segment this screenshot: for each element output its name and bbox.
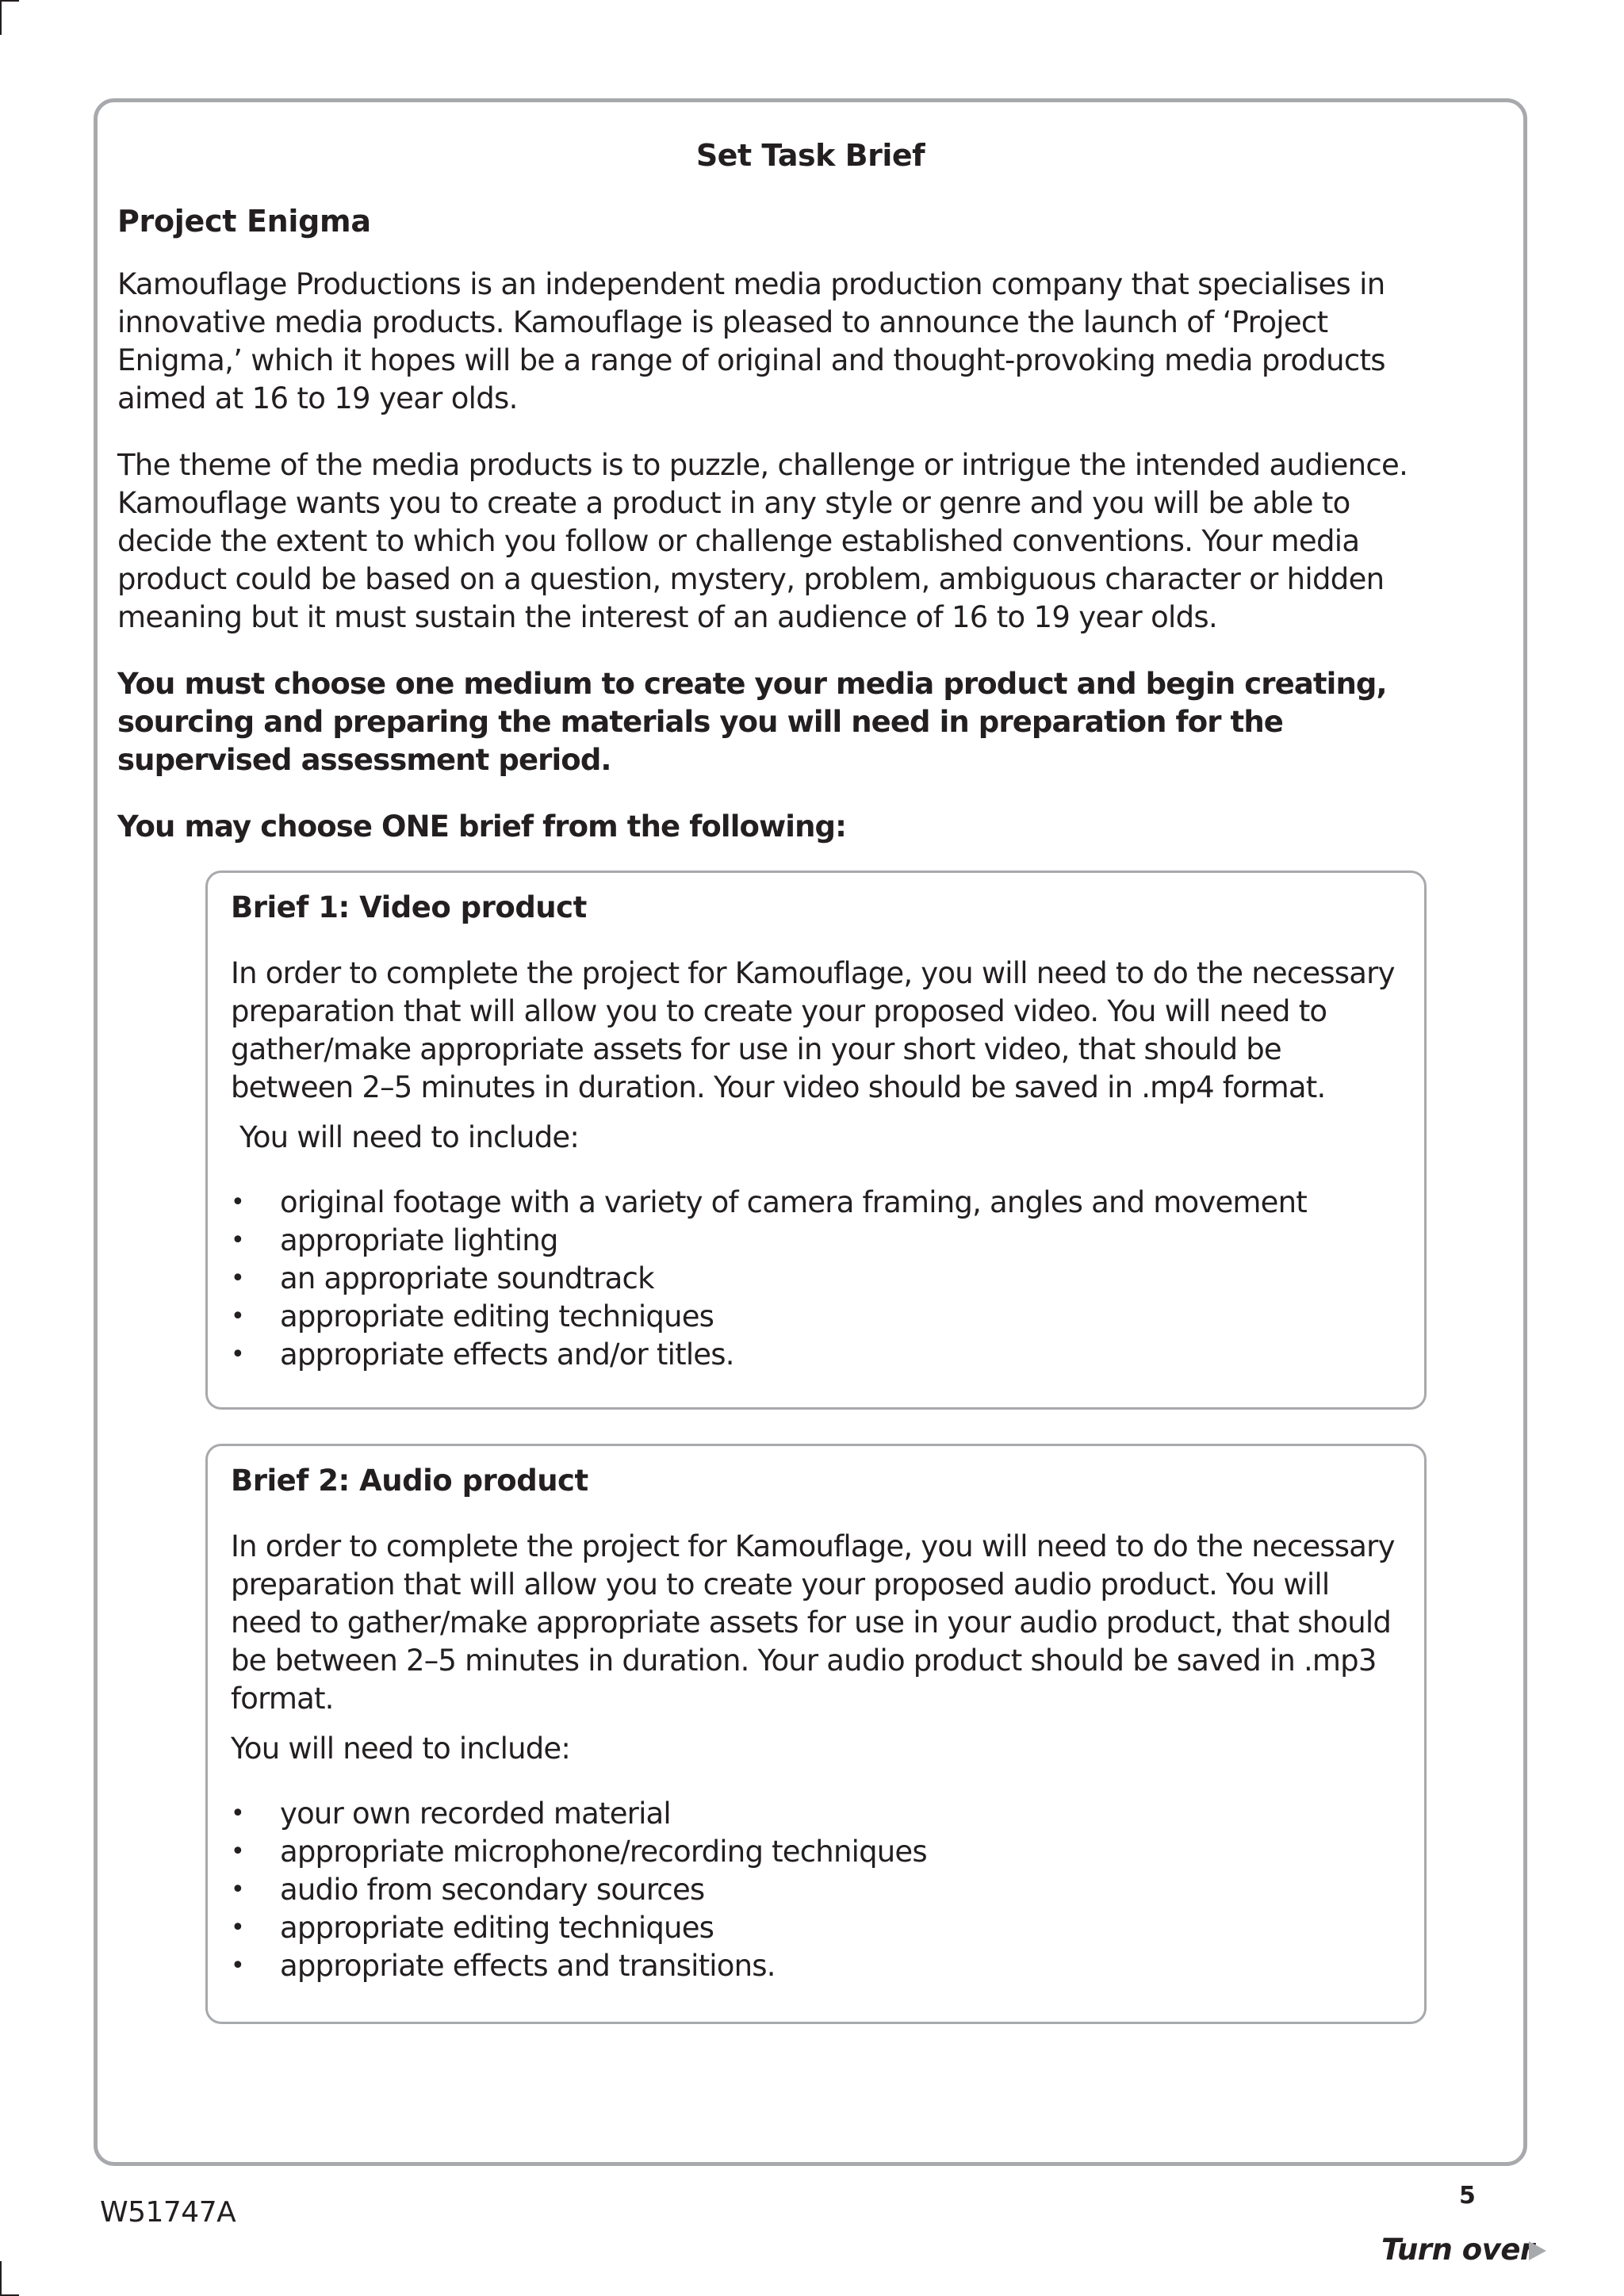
bullet-icon: • [231, 1914, 244, 1942]
bullet-icon: • [231, 1341, 244, 1368]
bullet-icon: • [231, 1952, 244, 1980]
bullet-icon: • [231, 1838, 244, 1866]
page-number: 5 [1459, 2182, 1476, 2210]
list-item: • appropriate effects and transitions. [231, 1947, 927, 1985]
paper-reference-code: W51747A [100, 2196, 236, 2229]
bullet-icon: • [231, 1876, 244, 1904]
list-item: • appropriate editing techniques [231, 1298, 1307, 1336]
brief-2-box [205, 1444, 1427, 2024]
brief-1-list [231, 1184, 1307, 1374]
list-item: • appropriate editing techniques [231, 1909, 927, 1947]
list-item: • appropriate microphone/recording techniques [231, 1833, 927, 1871]
list-item: • audio from secondary sources [231, 1871, 927, 1909]
brief-1-body: In order to complete the project for Kamouflage, you will need to do the necessary preparation that will allow you to create your proposed video. You will need to gather/make appropriate assets for use in your short video, that should be between 2–5 minutes in duration. Your video should be saved in .mp4 format. [231, 956, 1395, 1104]
turn-over-label: Turn over [1381, 2233, 1534, 2267]
crop-mark-top-left-h [0, 0, 19, 2]
brief-1-include-line: You will need to include: [231, 1120, 580, 1154]
intro-paragraph-1: Kamouflage Productions is an independent media production company that specialises in innovative media products. Kamouflage is pleased to announce the launch of ‘Project Enigma,’ which it hopes will be a range of original and thought-provoking media products aimed at 16 to 19 year olds. [117, 267, 1385, 415]
brief-2-title: Brief 2: Audio product [231, 1464, 588, 1498]
bullet-icon: • [231, 1265, 244, 1292]
bullet-icon: • [231, 1303, 244, 1330]
page-title: Set Task Brief [695, 138, 925, 173]
list-item: • original footage with a variety of camera framing, angles and movement [231, 1184, 1307, 1222]
list-item: • appropriate lighting [231, 1222, 1307, 1260]
bullet-icon: • [231, 1226, 244, 1254]
list-item: • appropriate effects and/or titles. [231, 1336, 1307, 1374]
brief-1-title: Brief 1: Video product [231, 890, 587, 924]
bullet-icon: • [231, 1800, 244, 1827]
bullet-icon: • [231, 1188, 244, 1216]
instruction-paragraph: You must choose one medium to create your media product and begin creating, sourcing and preparing the materials you will need in preparation for the supervised assessment period. [117, 667, 1387, 777]
list-item: • an appropriate soundtrack [231, 1260, 1307, 1298]
play-arrow-icon [1529, 2241, 1546, 2260]
choose-brief-line: You may choose ONE brief from the following: [117, 809, 846, 844]
crop-mark-bottom-left-v [0, 2261, 2, 2296]
task-brief-frame [94, 98, 1527, 2166]
intro-paragraph-2: The theme of the media products is to puzzle, challenge or intrigue the intended audience. Kamouflage wants you to create a product in any style or genre and you will be able to decide the extent to which you follow or challenge established conventions. Your media product could be based on a question, mystery, problem, ambiguous character or hidden meaning but it must sustain the interest of an audience of 16 to 19 year olds. [117, 448, 1408, 634]
brief-1-box [205, 871, 1427, 1410]
brief-2-list [231, 1795, 927, 1985]
brief-2-include-line: You will need to include: [231, 1732, 571, 1766]
project-title: Project Enigma [117, 204, 371, 239]
list-item: • your own recorded material [231, 1795, 927, 1833]
crop-mark-top-left-v [0, 0, 2, 35]
brief-2-body: In order to complete the project for Kamouflage, you will need to do the necessary preparation that will allow you to create your proposed audio product. You will need to gather/make appropriate assets for use in your audio product, that should be between 2–5 minutes in duration. Your audio product should be saved in .mp3 format. [231, 1529, 1395, 1716]
